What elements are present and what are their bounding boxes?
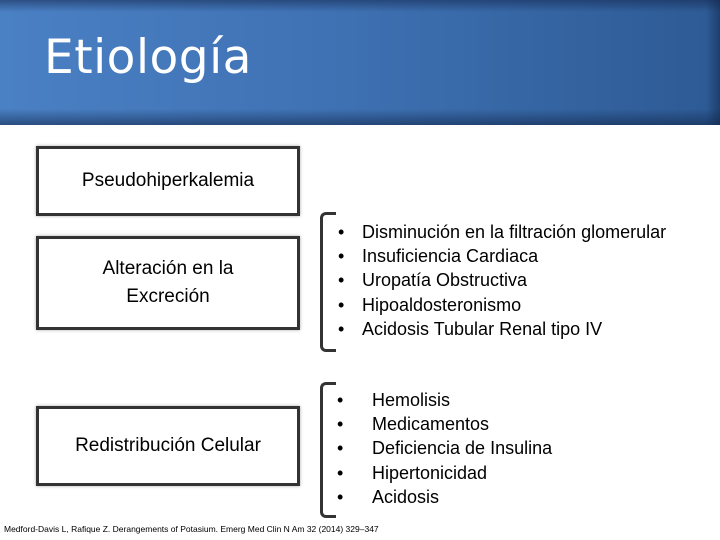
pseudohyperkalemia-label: Pseudohiperkalemia <box>81 170 255 191</box>
list-item <box>338 220 666 244</box>
pseudohyperkalemia-box <box>36 146 300 216</box>
bullet: • <box>337 390 344 410</box>
list-item <box>337 461 552 485</box>
list-item-text: Hemolisis <box>372 390 451 410</box>
list-item <box>337 485 552 509</box>
list-item-text: Uropatía Obstructiva <box>362 270 528 291</box>
list-item-text: Acidosis <box>372 486 440 507</box>
list-item <box>338 317 666 341</box>
list-item <box>337 412 552 436</box>
bullet: • <box>338 270 345 291</box>
citation: Medford-Davis L, Rafique Z. Derangements of Potasium. Emerg Med Clin N Am 32 (2014) 329–347 <box>4 524 379 534</box>
list-item-text: Medicamentos <box>372 414 490 435</box>
redistribution-box <box>36 406 300 486</box>
list-item-text: Hipertonicidad <box>372 462 488 483</box>
list-item-text: Deficiencia de Insulina <box>372 438 553 459</box>
list-item-text: Hipoaldosteronismo <box>362 294 522 315</box>
excretion-box <box>36 236 300 330</box>
bullet: • <box>337 414 344 435</box>
bullet: • <box>337 438 344 459</box>
list-item-text: Acidosis Tubular Renal tipo IV <box>362 318 603 339</box>
bullet: • <box>338 246 345 267</box>
list-item <box>338 268 666 292</box>
list-item-text: Insuficiencia Cardiaca <box>362 246 539 267</box>
excretion-bracket <box>320 212 336 352</box>
redistribution-bracket <box>320 382 336 518</box>
redistribution-label: Redistribución Celular <box>75 435 261 456</box>
excretion-causes-list <box>338 220 666 341</box>
list-item-text: Disminución en la filtración glomerular <box>362 222 667 242</box>
excretion-label-line1: Alteración en la <box>102 258 234 279</box>
bullet: • <box>338 318 345 339</box>
list-item <box>337 388 552 412</box>
list-item <box>338 244 666 268</box>
title-banner <box>0 0 720 125</box>
slide-title: Etiología <box>44 30 252 85</box>
excretion-label-line2: Excreción <box>126 286 210 307</box>
title-banner-shade <box>706 0 720 125</box>
list-item <box>337 436 552 460</box>
list-item <box>338 293 666 317</box>
bullet: • <box>338 222 345 242</box>
bullet: • <box>337 486 344 507</box>
bullet: • <box>338 294 345 315</box>
redistribution-causes-list <box>337 388 552 509</box>
bullet: • <box>337 462 344 483</box>
excretion-label <box>103 255 234 311</box>
